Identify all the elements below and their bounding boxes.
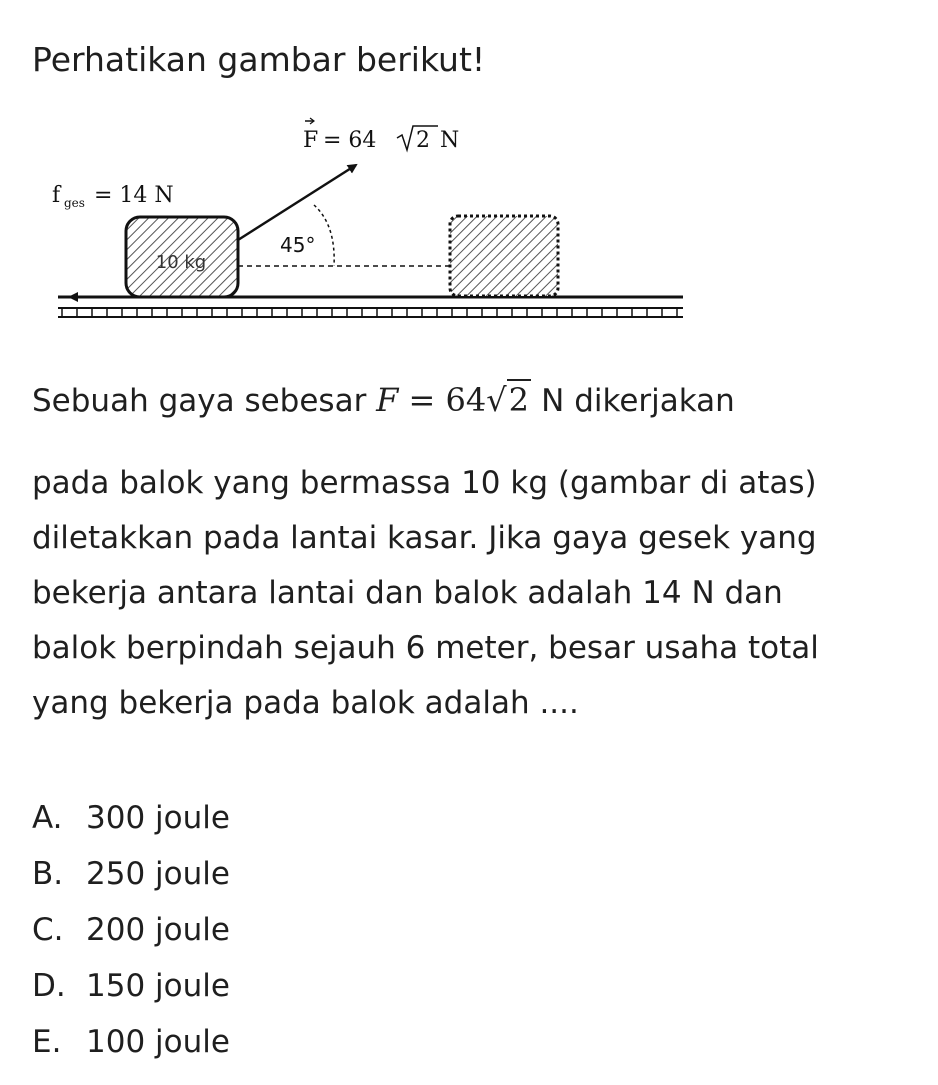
force-label-symbol: F	[303, 128, 319, 153]
sqrt-icon: √	[486, 381, 507, 419]
formula-coef: 64	[445, 381, 487, 419]
option-letter: D.	[32, 968, 66, 1004]
option-text: 300 joule	[86, 800, 230, 836]
option-letter: A.	[32, 800, 63, 836]
question	[32, 372, 922, 731]
figure-svg	[48, 110, 698, 340]
block-mass-label: 10 kg	[155, 252, 207, 273]
angle-label: 45°	[280, 233, 316, 257]
friction-label	[52, 183, 174, 210]
friction-label-value: = 14 N	[94, 183, 174, 208]
question-line: balok berpindah sejauh 6 meter, besar usaha total	[32, 630, 819, 666]
option-a[interactable]	[32, 790, 230, 846]
friction-label-sub: ges	[64, 196, 85, 210]
force-label-unit: N	[440, 128, 460, 153]
formula-radicand: 2	[508, 381, 529, 419]
force-label-radicand: 2	[416, 128, 430, 153]
question-line: diletakkan pada lantai kasar. Jika gaya gesek yang	[32, 520, 817, 556]
question-line-1	[32, 372, 922, 428]
force-label	[303, 118, 459, 153]
question-line: bekerja antara lantai dan balok adalah 14 N dan	[32, 575, 783, 611]
option-b[interactable]	[32, 846, 230, 902]
option-text: 200 joule	[86, 912, 230, 948]
angle-arc	[314, 205, 334, 266]
formula-eq: =	[408, 381, 436, 419]
question-suffix: N dikerjakan	[541, 383, 735, 419]
option-e[interactable]	[32, 1014, 230, 1070]
option-letter: B.	[32, 856, 64, 892]
option-text: 150 joule	[86, 968, 230, 1004]
answer-options	[32, 790, 230, 1070]
friction-label-symbol: f	[52, 183, 61, 208]
option-d[interactable]	[32, 958, 230, 1014]
option-letter: E.	[32, 1024, 62, 1060]
question-prefix: Sebuah gaya sebesar	[32, 383, 367, 419]
force-arrow	[238, 165, 356, 240]
force-label-eq: = 64	[323, 128, 377, 153]
option-text: 100 joule	[86, 1024, 230, 1060]
heading: Perhatikan gambar berikut!	[32, 40, 486, 79]
option-text: 250 joule	[86, 856, 230, 892]
question-line: yang bekerja pada balok adalah ....	[32, 685, 579, 721]
formula	[376, 379, 541, 419]
question-line: pada balok yang bermassa 10 kg (gambar di atas)	[32, 465, 817, 501]
displaced-block	[450, 216, 558, 296]
physics-figure	[48, 110, 698, 340]
option-letter: C.	[32, 912, 64, 948]
option-c[interactable]	[32, 902, 230, 958]
formula-var: F	[376, 381, 399, 419]
floor	[58, 297, 683, 317]
